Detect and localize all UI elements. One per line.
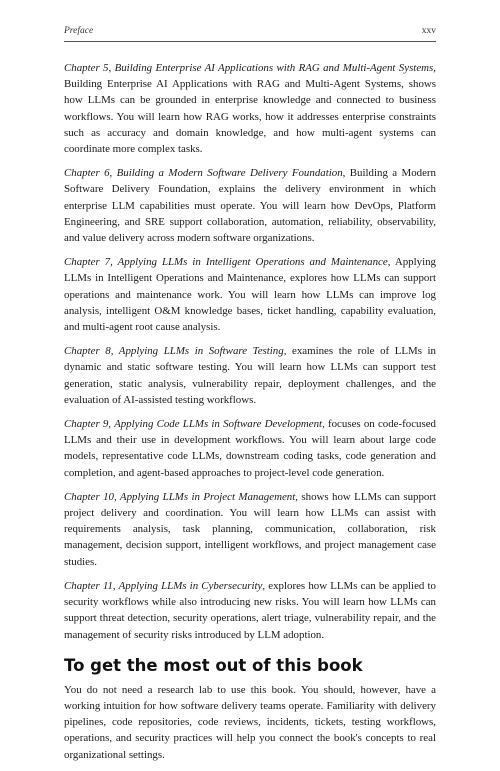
chapter-6-description: , Building a Modern Software Delivery Foundation, explains the delivery environment in which enterprise LLM capabilities must operate. You will learn how DevOps, Platform Engineering, and SRE support collaboration, automation, reliability, observability, and value delivery across modern software organizations.	[64, 167, 437, 245]
chapter-7-description: , Applying LLMs in Intelligent Operations and Maintenance, explores how LLMs can support operations and maintenance work. You will learn how LLMs can improve log analysis, intelligent O&M knowledge bases, ticket handling, capability evaluation, and multi-agent root cause analysis.	[64, 256, 436, 334]
chapter-8-description: , examines the role of LLMs in dynamic and static software testing. You will learn how LLMs can support test generation, static analysis, vulnerability repair, deployment challenges, and the evaluation of AI-assisted testing workflows.	[64, 345, 436, 406]
chapter-5-summary	[64, 60, 436, 157]
running-header	[64, 26, 436, 42]
page-number: xxv	[421, 26, 436, 36]
chapter-7-title: Chapter 7, Applying LLMs in Intelligent Operations and Maintenance	[64, 256, 388, 269]
chapter-6-title: Chapter 6, Building a Modern Software Delivery Foundation	[64, 167, 343, 180]
section-heading: To get the most out of this book	[64, 655, 363, 675]
chapter-5-title: Chapter 5, Building Enterprise AI Applications with RAG and Multi-Agent Systems	[64, 62, 434, 74]
chapter-11-title: Chapter 11, Applying LLMs in Cybersecurity	[64, 579, 263, 592]
chapter-7-summary	[64, 254, 436, 335]
chapter-9-description: , focuses on code-focused LLMs and their use in development workflows. You will learn about large code models, representative code LLMs, downstream coding tasks, code generation and completion, and agent-based approaches to project-level code generation.	[64, 418, 436, 479]
chapter-8-title: Chapter 8, Applying LLMs in Software Testing	[64, 345, 284, 358]
chapter-11-summary	[64, 578, 436, 643]
section-body: You do not need a research lab to use this book. You should, however, have a working intuition for how software delivery teams operate. Familiarity with delivery pipelines, code repositories, code reviews, incidents, tickets, testing workflows, operations, and security practices will help you connect the book's concepts to real organizational settings.	[64, 683, 436, 761]
running-header-title: Preface	[64, 26, 94, 36]
chapter-11-description: , explores how LLMs can be applied to security workflows while also introducing new risks. You will learn how LLMs can support threat detection, security operations, alert triage, vulnerability repair, and the management of security risks introduced by LLM adoption.	[64, 579, 436, 641]
chapter-9-title: Chapter 9, Applying Code LLMs in Software Development	[64, 418, 323, 431]
page-content	[64, 60, 436, 771]
chapter-6-summary	[64, 165, 436, 246]
chapter-10-summary	[64, 489, 436, 570]
chapter-10-title: Chapter 10, Applying LLMs in Project Management	[64, 490, 296, 503]
chapter-8-summary	[64, 343, 436, 408]
chapter-5-description: , Building Enterprise AI Applications with RAG and Multi-Agent Systems, shows how LLMs can be grounded in enterprise knowledge and connected to business workflows. You will learn how RAG works, how it addresses enterprise constraints such as accuracy and domain knowledge, and how multi-agent systems can coordinate more complex tasks.	[64, 62, 436, 156]
chapter-9-summary	[64, 416, 436, 481]
chapter-10-description: , shows how LLMs can support project delivery and coordination. You will learn how LLMs can assist with requirements analysis, task planning, communication, collaboration, risk management, decision support, intelligent workflows, and project management case studies.	[64, 490, 437, 568]
